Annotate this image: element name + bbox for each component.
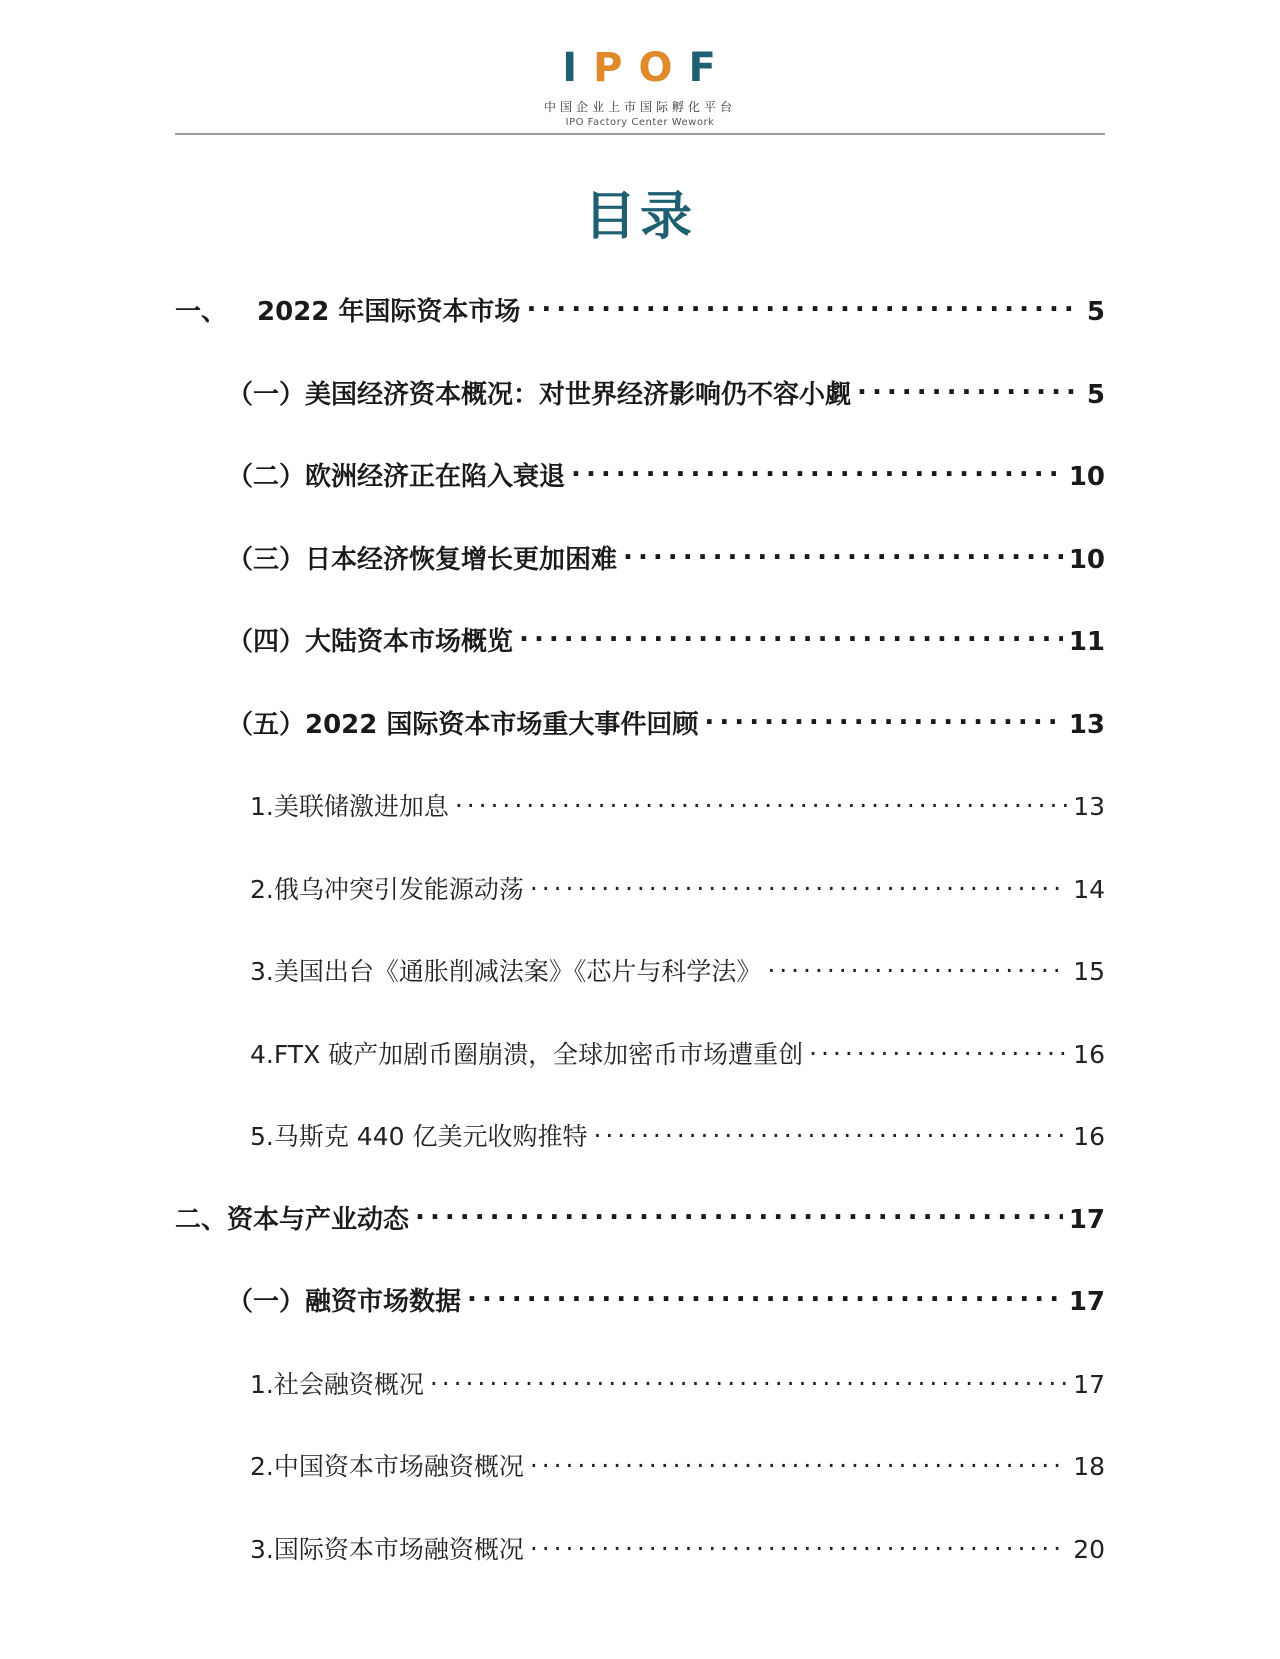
toc-entry-text: 3.国际资本市场融资概况 — [250, 1534, 524, 1564]
toc-entry[interactable] — [175, 785, 1105, 819]
toc-entry-text: 1.社会融资概况 — [250, 1369, 424, 1399]
toc-entry-title — [175, 291, 520, 328]
toc-page-number: 16 — [1073, 1122, 1105, 1151]
toc-entry-title — [227, 374, 851, 411]
toc-entry-text: 二、资本与产业动态 — [175, 1204, 410, 1235]
toc-entry-text: （一）美国经济资本概况：对世界经济影响仍不容小觑 — [227, 379, 852, 410]
header-divider — [175, 133, 1105, 135]
toc-entry[interactable] — [175, 1363, 1105, 1397]
toc-page-number: 5 — [1086, 379, 1105, 410]
toc-entry[interactable] — [175, 1528, 1105, 1562]
ipof-logo — [562, 45, 718, 91]
toc-entry[interactable] — [175, 290, 1105, 327]
toc-entry-text: （三）日本经济恢复增长更加困难 — [227, 544, 618, 575]
toc-entry-title — [227, 1281, 461, 1318]
toc-entry-title — [250, 952, 761, 988]
logo-letter: I — [562, 45, 580, 91]
toc-entry-title — [250, 1530, 524, 1566]
toc-dot-leader — [519, 620, 1063, 650]
logo-subtitle-cn: 中国企业上市国际孵化平台 — [543, 100, 736, 114]
toc-dot-leader — [530, 1528, 1067, 1558]
toc-entry-text: 5.马斯克 440 亿美元收购推特 — [250, 1122, 588, 1151]
toc-page-number: 13 — [1068, 709, 1105, 740]
toc-entry-title — [227, 621, 513, 658]
toc-dot-leader — [623, 538, 1063, 568]
toc-dot-leader — [809, 1033, 1067, 1063]
toc-entry[interactable] — [175, 455, 1105, 492]
toc-page-number: 11 — [1068, 627, 1105, 657]
toc-page-number: 17 — [1068, 1287, 1105, 1317]
toc-entry-title — [227, 539, 617, 576]
toc-entry-text: 2022 年国际资本市场 — [257, 297, 521, 327]
page-title: 目录 — [583, 187, 696, 247]
toc-entry[interactable] — [175, 868, 1105, 902]
toc-entry[interactable] — [175, 1033, 1105, 1067]
toc-entry-text: （一）融资市场数据 — [227, 1287, 462, 1317]
toc-dot-leader — [530, 868, 1067, 898]
toc-entry[interactable] — [175, 950, 1105, 984]
toc-entry-title — [175, 1199, 409, 1236]
toc-page-number: 16 — [1073, 1039, 1105, 1069]
toc-entry[interactable] — [175, 620, 1105, 657]
logo-letter: P — [593, 45, 625, 91]
toc-entry-text: （四）大陆资本市场概览 — [227, 627, 514, 657]
toc-entry-title — [250, 1365, 424, 1401]
toc-dot-leader — [767, 950, 1067, 980]
toc-entry-text: 4.FTX 破产加剧币圈崩溃，全球加密币市场遭重创 — [250, 1039, 804, 1069]
logo-letter: O — [638, 45, 675, 91]
toc-entry-title — [250, 1447, 524, 1483]
toc-dot-leader — [415, 1198, 1063, 1228]
toc-dot-leader — [467, 1280, 1063, 1310]
toc-dot-leader — [857, 373, 1081, 403]
toc-entry-text: 2.俄乌冲突引发能源动荡 — [250, 874, 524, 904]
toc-entry-text: 2.中国资本市场融资概况 — [250, 1452, 524, 1481]
toc-page-number: 10 — [1068, 544, 1105, 575]
toc-entry-title — [250, 787, 449, 823]
toc-entry-title — [250, 1117, 587, 1153]
toc-dot-leader — [530, 1445, 1067, 1475]
toc-page-number: 20 — [1073, 1534, 1105, 1564]
toc-entry-title — [250, 1035, 803, 1071]
toc-entry[interactable] — [175, 1115, 1105, 1149]
toc-entry-text: （五）2022 国际资本市场重大事件回顾 — [227, 709, 699, 740]
toc-entry-text: （二）欧洲经济正在陷入衰退 — [227, 462, 566, 492]
logo-letter: F — [688, 45, 718, 91]
toc-entry[interactable] — [175, 538, 1105, 575]
toc-page-number: 15 — [1073, 957, 1105, 986]
toc-entry-text: 1.美联储激进加息 — [250, 792, 449, 821]
toc-dot-leader — [430, 1363, 1067, 1393]
toc-dot-leader — [455, 785, 1067, 815]
toc-entry[interactable] — [175, 1280, 1105, 1317]
toc-page-number: 17 — [1068, 1204, 1105, 1235]
toc-entry-title — [227, 456, 565, 493]
toc-entry[interactable] — [175, 1445, 1105, 1479]
toc-entry[interactable] — [175, 703, 1105, 740]
toc-page-number: 17 — [1073, 1369, 1105, 1399]
toc-page-number: 5 — [1086, 297, 1105, 327]
toc-entry-title — [227, 704, 698, 741]
toc-entry-title — [250, 870, 524, 906]
toc-page-number: 13 — [1073, 792, 1105, 821]
toc-dot-leader — [571, 455, 1063, 485]
document-header — [0, 45, 1280, 128]
toc-entry[interactable] — [175, 373, 1105, 410]
toc-page-number: 18 — [1073, 1452, 1105, 1481]
toc-dot-leader — [593, 1115, 1067, 1145]
toc-dot-leader — [526, 290, 1080, 320]
toc-page-number: 14 — [1073, 874, 1105, 904]
toc-dot-leader — [704, 703, 1062, 733]
logo-subtitle-en: IPO Factory Center Wework — [565, 117, 715, 128]
toc-entry-number: 一、 — [175, 297, 228, 327]
toc-entry-text: 3.美国出台《通胀削减法案》《芯片与科学法》 — [250, 957, 762, 986]
toc-page-number: 10 — [1068, 462, 1105, 492]
toc-entry[interactable] — [175, 1198, 1105, 1235]
